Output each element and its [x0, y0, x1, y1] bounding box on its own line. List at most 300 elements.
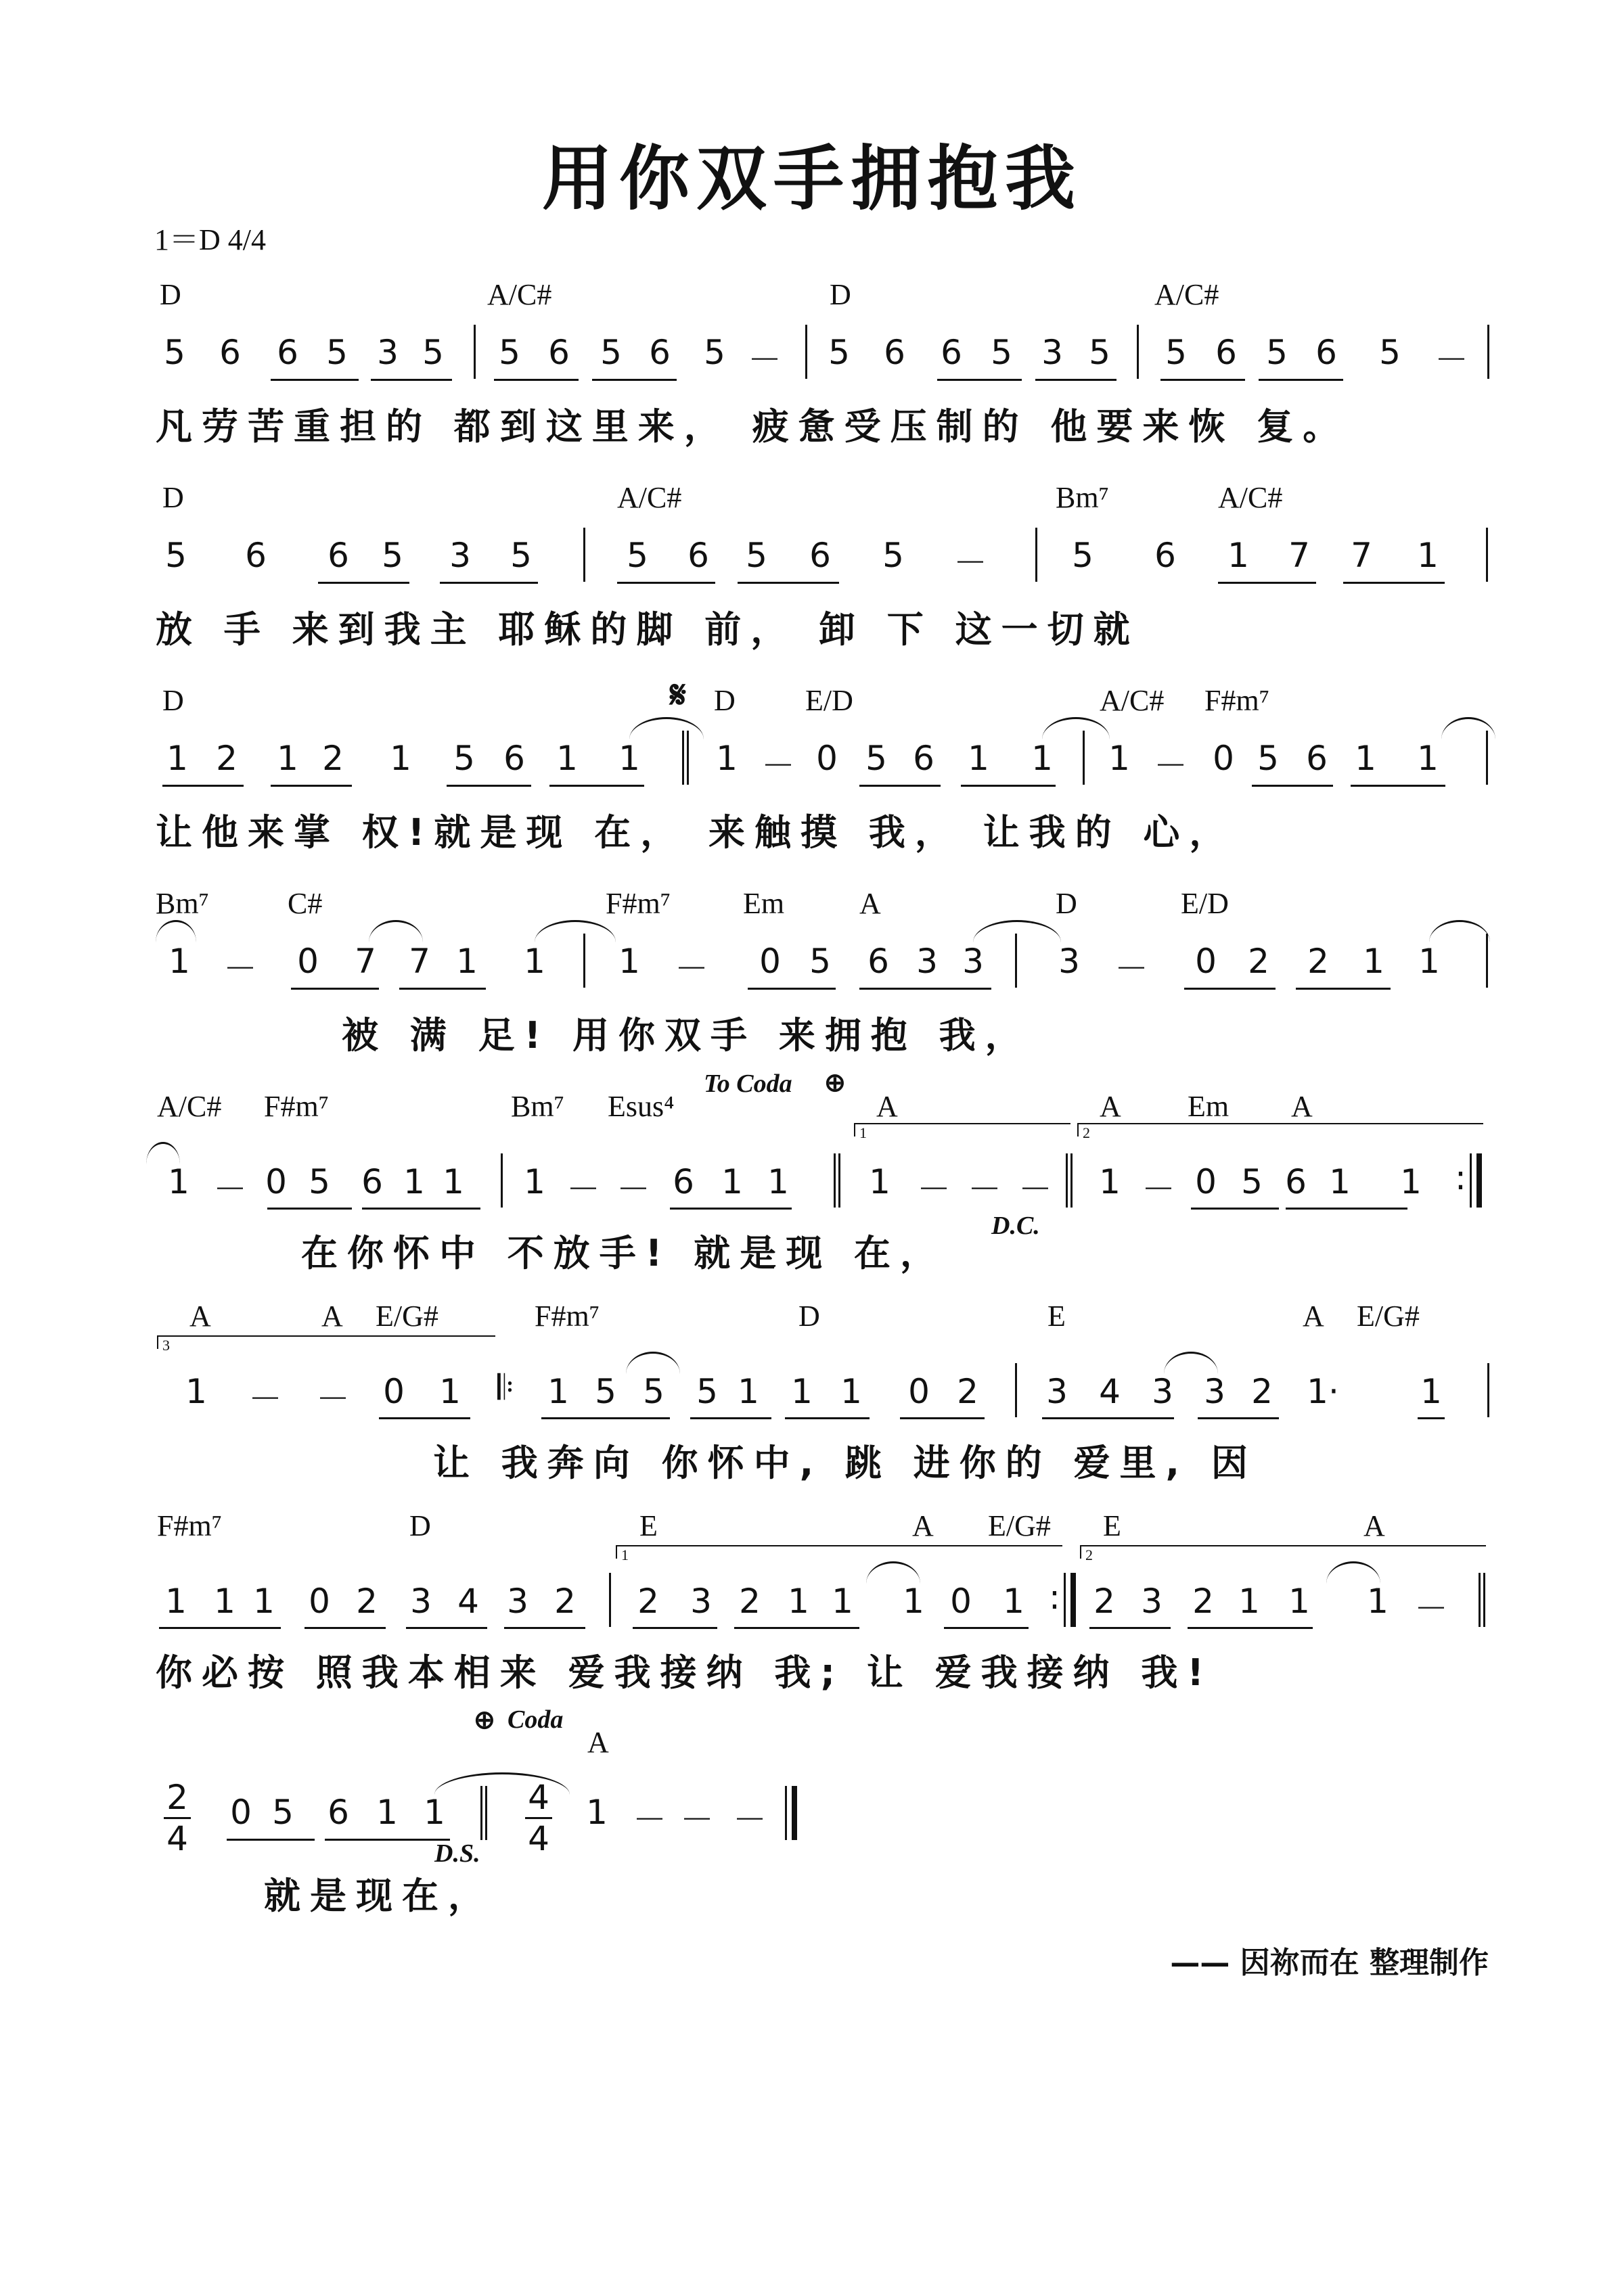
note-number: 6	[673, 1162, 694, 1201]
tie	[629, 717, 704, 739]
note-number: 1	[277, 739, 298, 778]
note-number: 2	[637, 1582, 659, 1621]
note-number: 3	[507, 1582, 528, 1621]
note-number: 1	[556, 739, 578, 778]
underline	[670, 1208, 792, 1210]
chord: A	[876, 1090, 898, 1123]
final-barline	[785, 1786, 797, 1840]
tie	[866, 1561, 920, 1584]
chord: D	[830, 278, 851, 311]
note-number: 5	[1089, 333, 1110, 372]
chord: Bm⁷	[511, 1090, 564, 1123]
chord: D	[409, 1509, 431, 1542]
underline	[318, 582, 409, 584]
underline	[271, 379, 359, 381]
note-number: 5	[272, 1793, 294, 1832]
time-sig-bottom: 4	[166, 1819, 188, 1858]
underline	[447, 785, 531, 787]
barline	[1487, 325, 1489, 379]
underline	[1252, 785, 1333, 787]
barline	[1137, 325, 1139, 379]
note-number: 1	[376, 1793, 398, 1832]
note-number: 5	[809, 942, 831, 981]
barline	[474, 325, 476, 379]
chord: E	[1047, 1300, 1066, 1333]
lyric-line: 就是现在，	[264, 1875, 494, 1917]
underline	[159, 1627, 281, 1629]
note-number: 5	[600, 333, 622, 372]
note-number: 6	[219, 333, 241, 372]
note-number: 3	[1152, 1372, 1173, 1411]
underline	[1042, 1417, 1174, 1419]
underline	[379, 1417, 470, 1419]
note-number: 5	[696, 1372, 718, 1411]
note-number: 1	[1355, 739, 1376, 778]
tie	[1326, 1561, 1380, 1584]
barline	[1015, 1363, 1017, 1417]
repeat-end-barline	[1064, 1573, 1076, 1627]
note-number: 1	[618, 942, 640, 981]
note-number: 1	[547, 1372, 569, 1411]
barline	[583, 528, 585, 582]
double-barline	[1066, 1153, 1073, 1208]
underline	[267, 1208, 352, 1210]
note-number: 3	[690, 1582, 712, 1621]
note-number: 6	[503, 739, 525, 778]
underline	[937, 379, 1022, 381]
note-number: 1	[1400, 1162, 1422, 1201]
chord: Esus⁴	[608, 1090, 675, 1123]
note-number: 5	[1257, 739, 1279, 778]
note-number: 5	[309, 1162, 330, 1201]
volta-2: 2	[1077, 1123, 1483, 1136]
chord: E/G#	[988, 1509, 1051, 1542]
note-number: 0	[1213, 739, 1234, 778]
note-number: 1	[586, 1793, 608, 1832]
underline	[440, 582, 538, 584]
chord: E/G#	[1357, 1300, 1420, 1333]
note-number: 1	[840, 1372, 862, 1411]
note-number: 2	[1093, 1582, 1115, 1621]
tie	[1429, 920, 1490, 942]
note-number: 0	[908, 1372, 930, 1411]
chord: D	[162, 684, 184, 717]
note-number: 2	[356, 1582, 378, 1621]
chord: D	[162, 481, 184, 514]
note-number: 5	[643, 1372, 664, 1411]
barline	[1487, 1363, 1489, 1417]
lyric-line: 凡劳苦重担的 都到这里来， 疲惫受压制的 他要来恢 复。	[156, 405, 1349, 448]
volta-1: 1	[854, 1123, 1070, 1136]
note-number: 1	[1227, 536, 1249, 575]
tie	[156, 920, 196, 942]
lyric-line: 让他来掌 权!就是现 在， 来触摸 我， 让我的 心，	[156, 811, 1236, 854]
note-number: －	[761, 746, 795, 785]
note-number: 2	[1248, 942, 1269, 981]
underline	[748, 988, 836, 990]
note-number: 3	[377, 333, 399, 372]
note-number: 1	[1367, 1582, 1389, 1621]
note-number: 4	[457, 1582, 479, 1621]
chord: A	[912, 1509, 934, 1542]
note-number: 1	[165, 1582, 187, 1621]
ds-mark: D.S.	[434, 1839, 480, 1868]
note-number: 2	[1192, 1582, 1214, 1621]
note-number: 2	[1251, 1372, 1273, 1411]
chord: D	[714, 684, 736, 717]
tie	[973, 920, 1061, 942]
note-number: 5	[510, 536, 532, 575]
time-signature-2-4	[164, 1778, 191, 1858]
note-number: 5	[1165, 333, 1187, 372]
note-number: －	[616, 1170, 650, 1209]
note-number: －	[1154, 746, 1188, 785]
note-number: 1	[185, 1372, 207, 1411]
underline	[859, 988, 991, 990]
note-number: －	[248, 1379, 282, 1419]
note-number: 5	[326, 333, 348, 372]
note-number: 1	[1420, 1372, 1442, 1411]
underline	[549, 785, 644, 787]
underline	[271, 785, 352, 787]
double-barline	[1479, 1573, 1485, 1627]
dc-mark: D.C.	[991, 1212, 1040, 1240]
lyric-line: 你必按 照我本相来 爱我接纳 我; 让 爱我接纳 我!	[156, 1651, 1214, 1694]
tie	[1441, 717, 1495, 739]
chord: E/G#	[376, 1300, 438, 1333]
note-number: 1	[767, 1162, 789, 1201]
note-number: 0	[297, 942, 319, 981]
underline	[1259, 379, 1343, 381]
note-number: 1	[403, 1162, 425, 1201]
volta-3: 3	[157, 1335, 495, 1349]
note-number: －	[968, 1170, 1001, 1209]
key-signature: 1＝D 4/4	[154, 223, 266, 256]
note-number: 6	[245, 536, 267, 575]
note-number: －	[566, 1170, 600, 1209]
chord: A/C#	[1218, 481, 1283, 514]
barline	[805, 325, 807, 379]
note-number: 5	[991, 333, 1012, 372]
note-number: 6	[884, 333, 905, 372]
volta-2b: 2	[1080, 1545, 1486, 1559]
repeat-dots: :	[1049, 1578, 1060, 1617]
underline	[541, 1417, 670, 1419]
chord: E	[1103, 1509, 1121, 1542]
chord: C#	[288, 887, 323, 920]
chord: A	[1363, 1509, 1385, 1542]
note-number: 1	[869, 1162, 890, 1201]
note-number: 5	[828, 333, 850, 372]
note-number: 6	[941, 333, 962, 372]
note-number: 5	[627, 536, 648, 575]
note-number: 3	[1041, 333, 1063, 372]
note-number: 1	[1031, 739, 1053, 778]
note-number: －	[316, 1379, 350, 1419]
repeat-dots: :	[1455, 1158, 1466, 1197]
note-number: 1	[968, 739, 989, 778]
note-number: －	[675, 949, 708, 988]
note-number: 7	[409, 942, 430, 981]
note-number: 1	[1417, 739, 1439, 778]
note-number: －	[733, 1800, 767, 1839]
note-number: 5	[595, 1372, 616, 1411]
note-number: 6	[809, 536, 831, 575]
lyric-line: 在你怀中 不放手! 就是现 在，	[301, 1232, 947, 1275]
note-number: 5	[1266, 333, 1288, 372]
underline	[371, 379, 452, 381]
note-number: 6	[1215, 333, 1237, 372]
underline	[900, 1417, 985, 1419]
underline	[859, 785, 941, 787]
tie	[535, 920, 616, 942]
note-number: 6	[328, 1793, 349, 1832]
note-number: 1	[214, 1582, 235, 1621]
note-number: －	[953, 543, 987, 582]
note-number: 0	[230, 1793, 252, 1832]
underline	[504, 1627, 585, 1629]
note-number: 5	[704, 333, 725, 372]
note-number: 5	[165, 536, 187, 575]
note-number: 2	[1307, 942, 1329, 981]
note-number: 4	[1099, 1372, 1121, 1411]
note-number: 0	[759, 942, 781, 981]
note-number: 6	[277, 333, 298, 372]
note-number: 0	[1195, 1162, 1217, 1201]
note-number: 1	[439, 1372, 461, 1411]
underline	[633, 1627, 717, 1629]
lyric-line: 放 手 来到我主 耶稣的脚 前， 卸 下 这一切就	[156, 608, 1140, 651]
note-number: 1	[738, 1372, 759, 1411]
note-number: 6	[1154, 536, 1176, 575]
note-number: 3	[916, 942, 938, 981]
to-coda-mark: To Coda	[704, 1070, 792, 1098]
double-barline	[834, 1153, 840, 1208]
underline	[399, 988, 486, 990]
lyric-line: 被 满 足! 用你双手 来拥抱 我，	[342, 1014, 1031, 1057]
underline	[1198, 1417, 1279, 1419]
note-number: 5	[1072, 536, 1093, 575]
note-number: 3	[449, 536, 471, 575]
chord: Em	[1188, 1090, 1230, 1123]
chord: F#m⁷	[157, 1509, 223, 1542]
underline	[406, 1627, 487, 1629]
note-number: 5	[746, 536, 767, 575]
underline	[325, 1839, 450, 1841]
note-number: 5	[422, 333, 444, 372]
note-number: 1	[788, 1582, 809, 1621]
note-number: 1	[253, 1582, 275, 1621]
note-number: 1	[1417, 536, 1439, 575]
note-number: 5	[453, 739, 475, 778]
chord: E/D	[805, 684, 853, 717]
chord: A/C#	[1100, 684, 1165, 717]
underline	[592, 379, 677, 381]
underline	[1418, 1417, 1445, 1419]
repeat-dots: 𝄆	[497, 1368, 514, 1407]
chord: A/C#	[487, 278, 552, 311]
barline	[1035, 528, 1037, 582]
note-number: 0	[1195, 942, 1217, 981]
note-number: 1	[716, 739, 738, 778]
note-number: 1	[168, 1162, 189, 1201]
note-number: 1	[1108, 739, 1130, 778]
underline	[734, 1627, 859, 1629]
note-number: 5	[382, 536, 403, 575]
note-number: 0	[816, 739, 838, 778]
note-number: 1	[903, 1582, 924, 1621]
time-sig-bottom: 4	[528, 1819, 549, 1858]
note-number: 6	[548, 333, 570, 372]
coda-mark: Coda	[508, 1705, 564, 1734]
note-number: 3	[410, 1582, 432, 1621]
note-number: 6	[361, 1162, 383, 1201]
note-number: 6	[867, 942, 889, 981]
credit-line: —— 因祢而在 整理制作	[1170, 1946, 1489, 1980]
underline	[304, 1627, 386, 1629]
underline	[961, 785, 1056, 787]
note-number: 0	[309, 1582, 330, 1621]
underline	[1089, 1627, 1171, 1629]
chord: A	[189, 1300, 211, 1333]
note-number: －	[213, 1170, 247, 1209]
chord: D	[1056, 887, 1077, 920]
note-number: 3	[1141, 1582, 1163, 1621]
underline	[1191, 1208, 1279, 1210]
note-number: 5	[1379, 333, 1401, 372]
note-number: 2	[957, 1372, 978, 1411]
chord: F#m⁷	[1204, 684, 1270, 717]
note-number: 3	[1204, 1372, 1225, 1411]
repeat-end-barline	[1470, 1153, 1482, 1208]
underline	[1218, 582, 1316, 584]
note-number: 5	[882, 536, 904, 575]
underline	[1184, 988, 1276, 990]
note-number: －	[917, 1170, 951, 1209]
chord: A	[1303, 1300, 1324, 1333]
note-number: 6	[649, 333, 671, 372]
note-number: －	[1114, 949, 1148, 988]
volta-1b: 1	[616, 1545, 1062, 1559]
chord: F#m⁷	[606, 887, 671, 920]
chord: A/C#	[617, 481, 682, 514]
note-number: 1	[424, 1793, 445, 1832]
note-number: 2	[216, 739, 238, 778]
note-number: 1	[443, 1162, 464, 1201]
note-number: 6	[913, 739, 934, 778]
note-number: 7	[355, 942, 376, 981]
note-number: 2	[322, 739, 344, 778]
note-number: －	[1018, 1170, 1052, 1209]
chord: A/C#	[1154, 278, 1219, 311]
time-sig-top: 2	[166, 1778, 188, 1817]
chord: Bm⁷	[156, 887, 209, 920]
chord: A/C#	[157, 1090, 222, 1123]
note-number: 1	[166, 739, 188, 778]
chord: A	[587, 1726, 609, 1759]
chord: E/D	[1181, 887, 1229, 920]
note-number: －	[1414, 1589, 1448, 1628]
chord: D	[798, 1300, 820, 1333]
note-number: 1	[1238, 1582, 1260, 1621]
note-number: 3	[1058, 942, 1080, 981]
chord: F#m⁷	[264, 1090, 330, 1123]
underline	[1035, 379, 1116, 381]
underline	[362, 1208, 480, 1210]
underline	[1160, 379, 1245, 381]
coda-sign: ⊕	[474, 1706, 495, 1735]
note-number: 1	[524, 1162, 545, 1201]
note-number: 7	[1288, 536, 1310, 575]
time-sig-top: 4	[528, 1778, 549, 1817]
underline	[1343, 582, 1445, 584]
note-number: 7	[1351, 536, 1372, 575]
underline	[1286, 1208, 1407, 1210]
chord: A	[859, 887, 881, 920]
chord: E	[639, 1509, 658, 1542]
note-number: －	[1142, 1170, 1175, 1209]
segno-mark: 𝄋	[670, 674, 687, 716]
lyric-line: 让 我奔向 你怀中, 跳 进你的 爱里, 因	[433, 1442, 1257, 1484]
note-number: 2	[739, 1582, 761, 1621]
barline	[609, 1573, 611, 1627]
note-number: 1	[1418, 942, 1440, 981]
underline	[162, 785, 244, 787]
underline	[291, 988, 379, 990]
note-number: 0	[950, 1582, 972, 1621]
chord: D	[160, 278, 181, 311]
tie	[369, 920, 423, 942]
tie	[1164, 1352, 1218, 1374]
underline	[785, 1417, 870, 1419]
underline	[1351, 785, 1445, 787]
note-number: 5	[164, 333, 185, 372]
note-number: 1	[390, 739, 411, 778]
underline	[1188, 1627, 1313, 1629]
note-number: －	[680, 1800, 714, 1839]
page-title: 用你双手拥抱我	[541, 137, 1082, 220]
note-number: 6	[1315, 333, 1337, 372]
note-number: 1	[618, 739, 640, 778]
chord: A	[1100, 1090, 1121, 1123]
note-number: 5	[1241, 1162, 1263, 1201]
chord: A	[1291, 1090, 1313, 1123]
note-number: －	[223, 949, 257, 988]
note-number: 0	[265, 1162, 287, 1201]
underline	[944, 1627, 1029, 1629]
note-number: －	[748, 340, 782, 380]
note-number: 6	[328, 536, 349, 575]
underline	[690, 1417, 771, 1419]
note-number: －	[1435, 340, 1468, 380]
tie	[1042, 717, 1110, 739]
note-number: 1	[1288, 1582, 1310, 1621]
note-number: 1	[456, 942, 478, 981]
note-number: 1	[1003, 1582, 1024, 1621]
underline	[617, 582, 715, 584]
note-number: 1	[524, 942, 545, 981]
note-number: 1	[791, 1372, 813, 1411]
note-number: 5	[865, 739, 887, 778]
chord: Em	[743, 887, 785, 920]
tie	[626, 1352, 680, 1374]
note-number: 1	[1329, 1162, 1351, 1201]
note-number: 2	[554, 1582, 576, 1621]
note-number: 6	[687, 536, 709, 575]
chord: F#m⁷	[535, 1300, 600, 1333]
barline	[501, 1153, 503, 1208]
note-number: 1	[168, 942, 190, 981]
